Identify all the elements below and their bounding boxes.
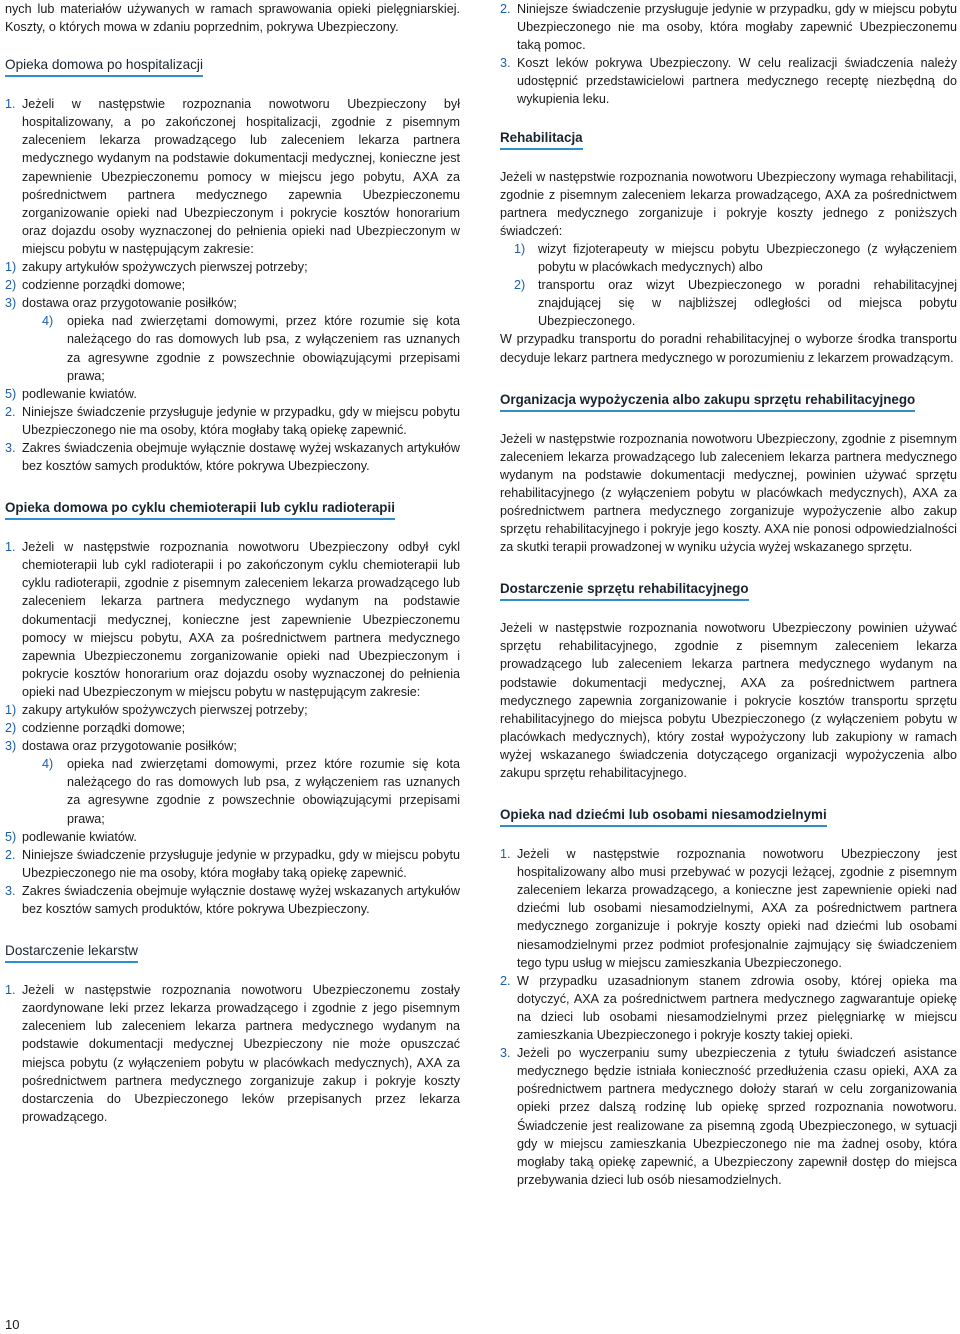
sub-list-item: 1) wizyt fizjoterapeuty w miejscu pobytu Ubezpieczonego (z wyłączeniem pobytu w placówkach medycznych) albo (514, 241, 957, 275)
section-body-equipment-delivery (500, 619, 957, 782)
section-title-equipment-delivery: Dostarczenie sprzętu rehabilitacyjnego (500, 580, 749, 601)
sub-list-item: 4) opieka nad zwierzętami domowymi, przez które rozumie się kota należącego do ras domowych lub psa, z wyłączeniem ras uznanych za agresywne zgodnie z powszechnie obowiązującymi przepisami prawa; (42, 314, 460, 383)
list-item: 1. Jeżeli w następstwie rozpoznania nowotworu Ubezpieczonemu zostały zaordynowane leki przez lekarza prowadzącego i zgodnie z jego pisemnym zaleceniem lub zaleceniem lekarza partnera medycznego wydanym na podstawie dokumentacji medycznej Ubezpieczony nie może opuszczać miejsca pobytu (z wyłączeniem pobytu w placówkach medycznych), AXA za pośrednictwem partnera medycznego zorganizuje zakup i pokryje koszty dostarczenia do Ubezpieczonego leków przepisanych przez lekarza prowadzącego. (5, 983, 460, 1124)
sub-list-item: 5) podlewanie kwiatów. (5, 829, 137, 844)
left-column (5, 0, 460, 1126)
section-title-rehabilitation: Rehabilitacja (500, 129, 583, 150)
paragraph: Jeżeli w następstwie rozpoznania nowotworu Ubezpieczony, zgodnie z pisemnym zaleceniem lekarza prowadzącego lub zaleceniem lekarza partnera medycznego wydanym na podstawie dokumentacji medycznej, powinien używać sprzętu rehabilitacyjnego (z wyłączeniem pobytu w placówkach medycznych), AXA za pośrednictwem partnera medycznego zorganizuje wypożyczenie albo zakup sprzętu rehabilitacyjnego i pokryje jego koszty. AXA nie ponosi odpowiedzialności za skutki terapii prowadzonej w wyniku użycia wyżej wskazanego sprzętu. (500, 431, 957, 555)
paragraph: Jeżeli w następstwie rozpoznania nowotworu Ubezpieczony wymaga rehabilitacji, zgodnie z pisemnym zaleceniem lekarza prowadzącego, AXA za pośrednictwem partnera medycznego zorganizuje i pokryje koszty jednego z poniższych świadczeń: (500, 169, 957, 238)
sub-list-item: 2) codzienne porządki domowe; (5, 721, 186, 736)
list-item: 2. Niniejsze świadczenie przysługuje jedynie w przypadku, gdy w miejscu pobytu Ubezpieczonego nie ma osoby, która mogłaby taką opiekę zapewnić. (5, 847, 460, 880)
section-body-rehabilitation (500, 168, 957, 367)
paragraph: Jeżeli w następstwie rozpoznania nowotworu Ubezpieczony powinien używać sprzętu rehabilitacyjnego, zgodnie z pisemnym zaleceniem lekarza prowadzącego lub zaleceniem lekarza partnera medycznego wydanym na podstawie dokumentacji medycznej, AXA za pośrednictwem partnera medycznego zapewnia zorganizowanie i pokrycie kosztów transportu sprzętu rehabilitacyjnego do miejsca pobytu Ubezpieczonego (z wyłączeniem pobytu w placówkach medycznych), który został wypożyczony lub zakupiony w ramach wyżej wskazanego świadczenia dotyczącego organizacji wypożyczenia albo zakupu sprzętu rehabilitacyjnego. (500, 621, 957, 780)
list-item: 2. Niniejsze świadczenie przysługuje jedynie w przypadku, gdy w miejscu pobytu Ubezpieczonego nie ma osoby, która mogłaby taką opiekę zapewnić. (5, 404, 460, 437)
intro-paragraph: nych lub materiałów używanych w ramach sprawowania opieki pielęgniarskiej. Koszty, o których mowa w zdaniu poprzednim, pokrywa Ubezpieczony. (5, 2, 460, 35)
section-body-home-care-after-hospitalization (5, 95, 460, 475)
sub-list-item: 3) dostawa oraz przygotowanie posiłków; (5, 739, 237, 754)
list-item: 2. W przypadku uzasadnionym stanem zdrowia osoby, której opieka ma dotyczyć, AXA za pośrednictwem partnera medycznego zagwarantuje opiekę na dzieci lub osobami niesamodzielnymi przez pielęgniarkę w miejscu zamieszkania Ubezpieczonego i pokryje koszty takiej opieki. (500, 973, 957, 1043)
list-item: 1. Jeżeli w następstwie rozpoznania nowotworu Ubezpieczony jest hospitalizowany albo musi przebywać w pozycji leżącej, zgodnie z pisemnym zaleceniem lekarza prowadzącego, a konieczne jest zapewnienie opieki nad dziećmi lub osobami niesamodzielnymi, AXA za pośrednictwem partnera medycznego zorganizuje i pokryje koszty opieki nad dziećmi lub osobami niesamodzielnymi przez podmiot profesjonalnie zajmujący się świadczeniem tego typu usług w miejscu zamieszkania Ubezpieczonego. (500, 847, 957, 970)
section-title-home-care-after-chemo: Opieka domowa po cyklu chemioterapii lub cyklu radioterapii (5, 499, 395, 520)
right-column (500, 0, 957, 1189)
section-body-medicine-delivery (5, 981, 460, 1126)
sub-list-item: 1) zakupy artykułów spożywczych pierwszej potrzeby; (5, 703, 308, 717)
sub-list-item: 2) transportu oraz wizyt Ubezpieczonego w poradni rehabilitacyjnej znajdującej się w najbliższej odległości od miejsca pobytu Ubezpieczonego. (514, 278, 957, 329)
section-body-equipment-rental (500, 430, 957, 557)
section-title-home-care-after-hospitalization: Opieka domowa po hospitalizacji (5, 56, 203, 77)
sub-list-item: 3) dostawa oraz przygotowanie posiłków; (5, 296, 237, 311)
section-title-medicine-delivery: Dostarczenie lekarstw (5, 942, 138, 963)
list-item: 1. Jeżeli w następstwie rozpoznania nowotworu Ubezpieczony odbył cykl chemioterapii lub cykl radioterapii i po zakończonym cyklu chemioterapii lub cyklu radioterapii, zgodnie z pisemnym zaleceniem lekarza prowadzącego lub zaleceniem lekarza partnera medycznego wydanym na podstawie dokumentacji medycznej, konieczne jest zapewnienie Ubezpieczonemu pomocy w miejscu pobytu, AXA za pośrednictwem partnera medycznego zapewnia Ubezpieczonemu zorganizowanie opieki nad Ubezpieczonym i pokrycie kosztów honorarium oraz dojazdu osoby wyznaczonej do pełnienia opieki nad Ubezpieczonym w miejscu pobytu w następującym zakresie: (5, 540, 460, 699)
section-title-equipment-rental: Organizacja wypożyczenia albo zakupu sprzętu rehabilitacyjnego (500, 391, 915, 412)
sub-list-item: 4) opieka nad zwierzętami domowymi, przez które rozumie się kota należącego do ras domowych lub psa, z wyłączeniem ras uznanych za agresywne zgodnie z powszechnie obowiązującymi przepisami prawa; (42, 757, 460, 826)
section-body-home-care-after-chemo (5, 538, 460, 918)
paragraph: W przypadku transportu do poradni rehabilitacyjnej o wyborze środka transportu decyduje lekarz partnera medycznego w porozumieniu z lekarzem prowadzącym. (500, 332, 957, 365)
list-item: 2. Niniejsze świadczenie przysługuje jedynie w przypadku, gdy w miejscu pobytu Ubezpieczonego nie ma osoby, która mogłaby zapewnić Ubezpieczonemu taką pomoc. (500, 2, 957, 53)
page-number: 10 (5, 1317, 20, 1332)
list-item: 3. Koszt leków pokrywa Ubezpieczony. W celu realizacji świadczenia należy udostępnić przedstawicielowi partnera medycznego receptę niezbędną do wykupienia leku. (500, 56, 957, 107)
section-title-childcare: Opieka nad dziećmi lub osobami niesamodzielnymi (500, 806, 827, 827)
sub-list-item: 2) codzienne porządki domowe; (5, 278, 186, 293)
section-body-childcare (500, 845, 957, 1189)
sub-list-item: 5) podlewanie kwiatów. (5, 386, 137, 401)
list-item: 3. Zakres świadczenia obejmuje wyłącznie dostawę wyżej wskazanych artykułów bez kosztów samych produktów, które pokrywa Ubezpieczony. (5, 883, 460, 917)
list-item: 3. Zakres świadczenia obejmuje wyłącznie dostawę wyżej wskazanych artykułów bez kosztów samych produktów, które pokrywa Ubezpieczony. (5, 440, 460, 474)
list-item: 1. Jeżeli w następstwie rozpoznania nowotworu Ubezpieczony był hospitalizowany, a po zakończonej hospitalizacji, zgodnie z pisemnym zaleceniem lekarza prowadzącego lub zaleceniem lekarza partnera medycznego wydanym na podstawie dokumentacji medycznej, konieczne jest zapewnienie Ubezpieczonemu pomocy w miejscu jego pobytu, AXA za pośrednictwem partnera medycznego zapewnia Ubezpieczonemu zorganizowanie opieki nad Ubezpieczonym i pokrycie kosztów honorarium oraz dojazdu osoby wyznaczonej do pełnienia opieki nad Ubezpieczonym w miejscu pobytu w następującym zakresie: (5, 97, 460, 256)
sub-list-item: 1) zakupy artykułów spożywczych pierwszej potrzeby; (5, 260, 308, 275)
list-item: 3. Jeżeli po wyczerpaniu sumy ubezpieczenia z tytułu świadczeń asistance medycznego będzie istniała konieczność przedłużenia czasu opieki, AXA za pośrednictwem partnera medycznego dołoży starań w celu zorganizowania opieki przez dalszą rodzinę lub opiekę sprzed rozpoznania nowotworu. Świadczenie jest realizowane za pisemną zgodą Ubezpieczonego, w sytuacji gdy w miejscu zamieszkania Ubezpieczonego nie ma żadnej osoby, która mogłaby taką opiekę zapewnić, a Ubezpieczony zapewnił dostęp do miejsca przebywania dzieci lub osób niesamodzielnych. (500, 1046, 957, 1187)
